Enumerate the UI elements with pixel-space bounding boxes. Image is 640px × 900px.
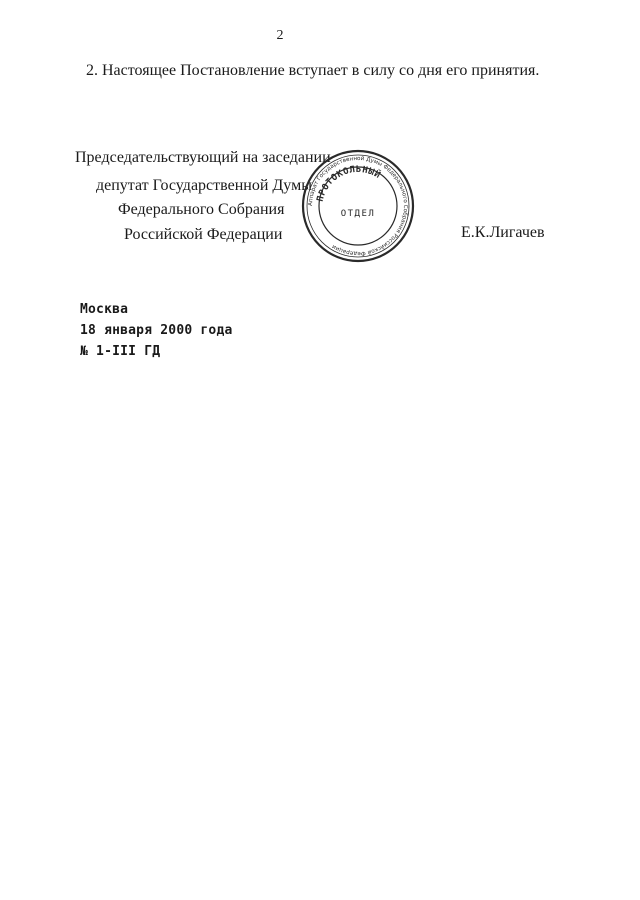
stamp-center-text: ОТДЕЛ — [340, 209, 376, 219]
signatory-title-line-3: Федерального Собрания — [118, 201, 285, 218]
footer-date: 18 января 2000 года — [80, 323, 233, 338]
signatory-name: Е.К.Лигачев — [461, 224, 545, 241]
clause-text: 2. Настоящее Постановление вступает в силу со дня его принятия. — [86, 62, 540, 79]
stamp-ring-text-path: Аппарат Государственной Думы Федерального Собрания Российской Федерации — [307, 155, 409, 257]
signatory-title-line-1: Председательствующий на заседании — [75, 149, 331, 166]
signatory-title-line-2: депутат Государственной Думы — [96, 177, 312, 194]
stamp-arc-text-path: ПРОТОКОЛЬНЫЙ — [315, 164, 383, 203]
official-stamp — [300, 146, 416, 266]
footer-city: Москва — [80, 302, 129, 317]
signatory-title-line-4: Российской Федерации — [124, 226, 283, 243]
footer-document-number: № 1-III ГД — [80, 344, 161, 359]
page-number: 2 — [276, 28, 284, 43]
